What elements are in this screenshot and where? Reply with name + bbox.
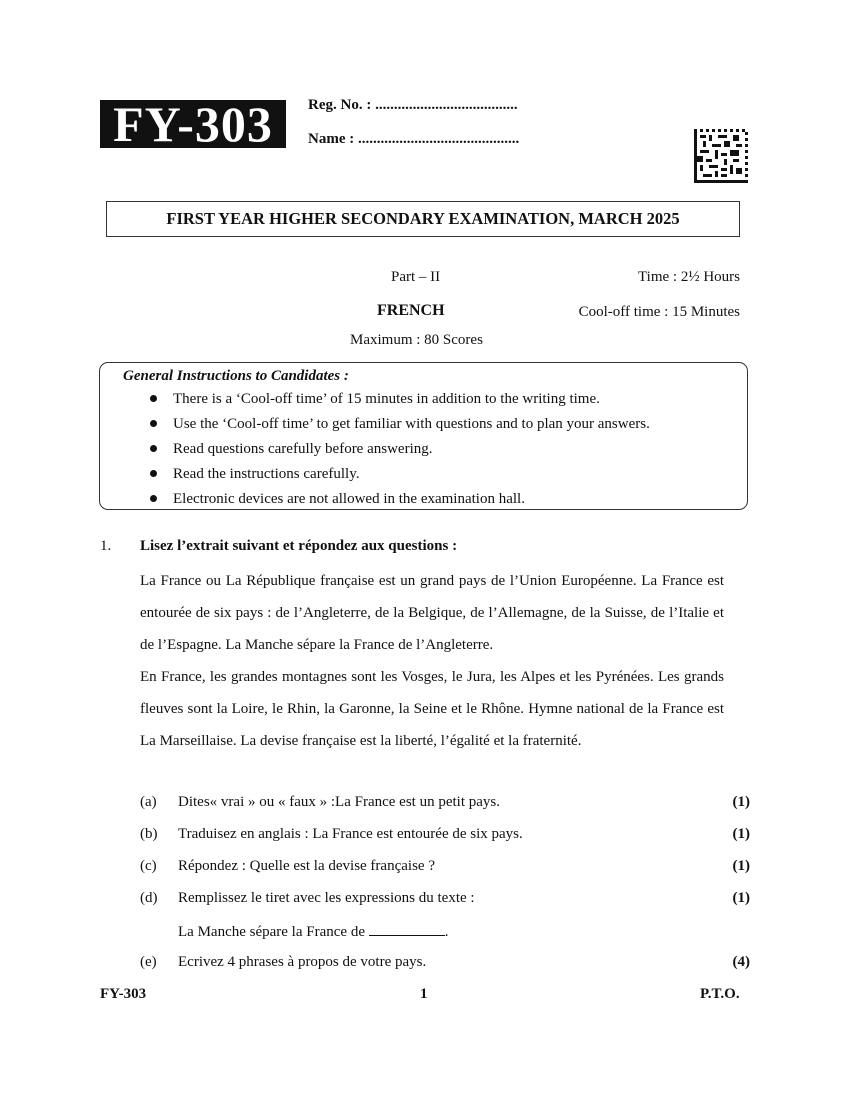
exam-subject: FRENCH — [377, 302, 445, 319]
question-number: 1. — [100, 538, 112, 554]
instruction-item: Electronic devices are not allowed in the examination hall. — [150, 488, 650, 513]
reg-number-field — [308, 97, 518, 114]
passage-paragraph-2: En France, les grandes montagnes sont les Vosges, le Jura, les Alpes et les Pyrénées. Les grands fleuves sont la Loire, le Rhin, la Garonne, la Seine et le Rhône. Hymne national de la France est La Marseillaise. La devise française est la liberté, l’égalité et la fraternité. — [140, 669, 724, 749]
paper-code: FY-303 — [100, 100, 286, 148]
instruction-item: There is a ‘Cool-off time’ of 15 minutes in addition to the writing time. — [150, 388, 650, 413]
maximum-score: Maximum : 80 Scores — [350, 332, 483, 348]
reg-dots: ...................................... — [375, 97, 518, 113]
exam-time: Time : 2½ Hours — [638, 269, 740, 285]
instructions-list — [150, 388, 650, 513]
bullet-icon — [150, 420, 157, 427]
datamatrix-code-icon — [694, 129, 748, 183]
instruction-item: Read questions carefully before answering. — [150, 438, 650, 463]
instructions-title: General Instructions to Candidates : — [123, 368, 349, 384]
bullet-icon — [150, 495, 157, 502]
footer-paper-code: FY-303 — [100, 986, 147, 1002]
answer-blank — [369, 921, 445, 936]
name-dots: ........................................... — [357, 131, 520, 147]
bullet-icon — [150, 445, 157, 452]
footer-page-number: 1 — [420, 986, 428, 1002]
bullet-icon — [150, 395, 157, 402]
name-label: Name : — [308, 131, 355, 147]
passage-paragraph-1: La France ou La République française est un grand pays de l’Union Européenne. La France est entourée de six pays : de l’Angleterre, de la Belgique, de l’Allemagne, de la Suisse, de l’Italie et de l’Espagne. La Manche sépare la France de l’Angleterre. — [140, 573, 724, 653]
question-heading: Lisez l’extrait suivant et répondez aux questions : — [140, 538, 458, 554]
cooloff-time: Cool-off time : 15 Minutes — [578, 304, 740, 320]
reading-passage — [140, 565, 724, 757]
bullet-icon — [150, 470, 157, 477]
exam-part: Part – II — [391, 269, 441, 285]
instruction-item: Read the instructions carefully. — [150, 463, 650, 488]
reg-label: Reg. No. : — [308, 97, 372, 113]
exam-title: FIRST YEAR HIGHER SECONDARY EXAMINATION, MARCH 2025 — [106, 201, 740, 237]
name-field — [308, 131, 519, 148]
footer-pto: P.T.O. — [700, 986, 740, 1002]
instruction-item: Use the ‘Cool-off time’ to get familiar with questions and to plan your answers. — [150, 413, 650, 438]
